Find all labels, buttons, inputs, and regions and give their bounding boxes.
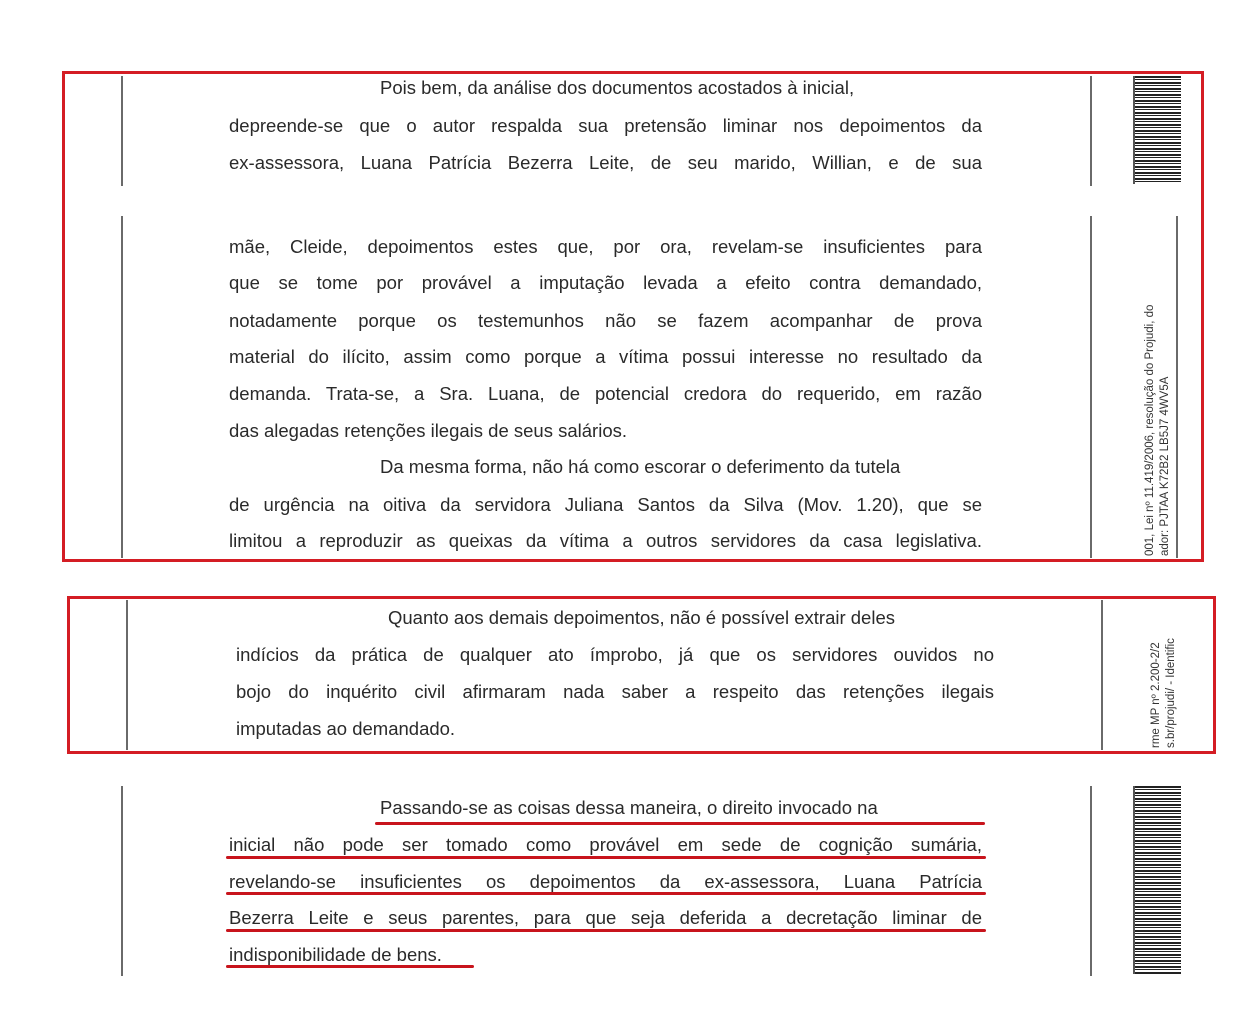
text-line: material do ilícito, assim como porque a vítima possui interesse no resultado da: [229, 346, 982, 367]
highlight-box: [62, 71, 1204, 562]
text-line: Da mesma forma, não há como escorar o deferimento da tutela: [380, 456, 901, 477]
text-line: Passando-se as coisas dessa maneira, o direito invocado na: [380, 797, 878, 818]
text-line: indícios da prática de qualquer ato ímprobo, já que os servidores ouvidos no: [236, 644, 994, 665]
highlight-underline: [226, 892, 986, 895]
text-line: notadamente porque os testemunhos não se fazem acompanhar de prova: [229, 310, 982, 331]
page-left-rule: [121, 786, 123, 976]
highlight-underline: [375, 822, 985, 825]
text-line: Quanto aos demais depoimentos, não é possível extrair deles: [388, 607, 895, 628]
text-line: mãe, Cleide, depoimentos estes que, por ora, revelam-se insuficientes para: [229, 236, 982, 257]
margin-text: rme MP nº 2.200-2/2: [1150, 642, 1162, 748]
text-line: Pois bem, da análise dos documentos acostados à inicial,: [380, 77, 855, 98]
margin-text: s.br/projudi/ - Identific: [1165, 638, 1177, 748]
highlight-box: [67, 596, 1216, 754]
text-line: Bezerra Leite e seus parentes, para que seja deferida a decretação liminar de: [229, 907, 982, 928]
text-line: ex-assessora, Luana Patrícia Bezerra Leite, de seu marido, Willian, e de sua: [229, 152, 982, 173]
text-line: indisponibilidade de bens.: [229, 944, 442, 965]
highlight-underline: [226, 856, 986, 859]
text-line: que se tome por provável a imputação levada a efeito contra demandado,: [229, 272, 982, 293]
page-right-rule: [1090, 786, 1092, 976]
text-line: demanda. Trata-se, a Sra. Luana, de potencial credora do requerido, em razão: [229, 383, 982, 404]
barcode-icon: [1133, 786, 1181, 974]
text-line: revelando-se insuficientes os depoimentos da ex-assessora, Luana Patrícia: [229, 871, 982, 892]
text-line: bojo do inquérito civil afirmaram nada saber a respeito das retenções ilegais: [236, 681, 994, 702]
margin-text: ador: PJTAA K72B2 LB5J7 4WV5A: [1159, 376, 1171, 556]
text-line: das alegadas retenções ilegais de seus salários.: [229, 420, 627, 441]
text-line: imputadas ao demandado.: [236, 718, 456, 739]
text-line: depreende-se que o autor respalda sua pretensão liminar nos depoimentos da: [229, 115, 982, 136]
highlight-underline: [226, 929, 986, 932]
highlight-underline: [226, 965, 474, 968]
text-line: de urgência na oitiva da servidora Juliana Santos da Silva (Mov. 1.20), que se: [229, 494, 982, 515]
text-line: limitou a reproduzir as queixas da vítima a outros servidores da casa legislativa.: [229, 530, 982, 551]
margin-text: 001, Lei nº 11.419/2006, resolução do Projudi, do: [1144, 304, 1156, 556]
text-line: inicial não pode ser tomado como provável em sede de cognição sumária,: [229, 834, 982, 855]
